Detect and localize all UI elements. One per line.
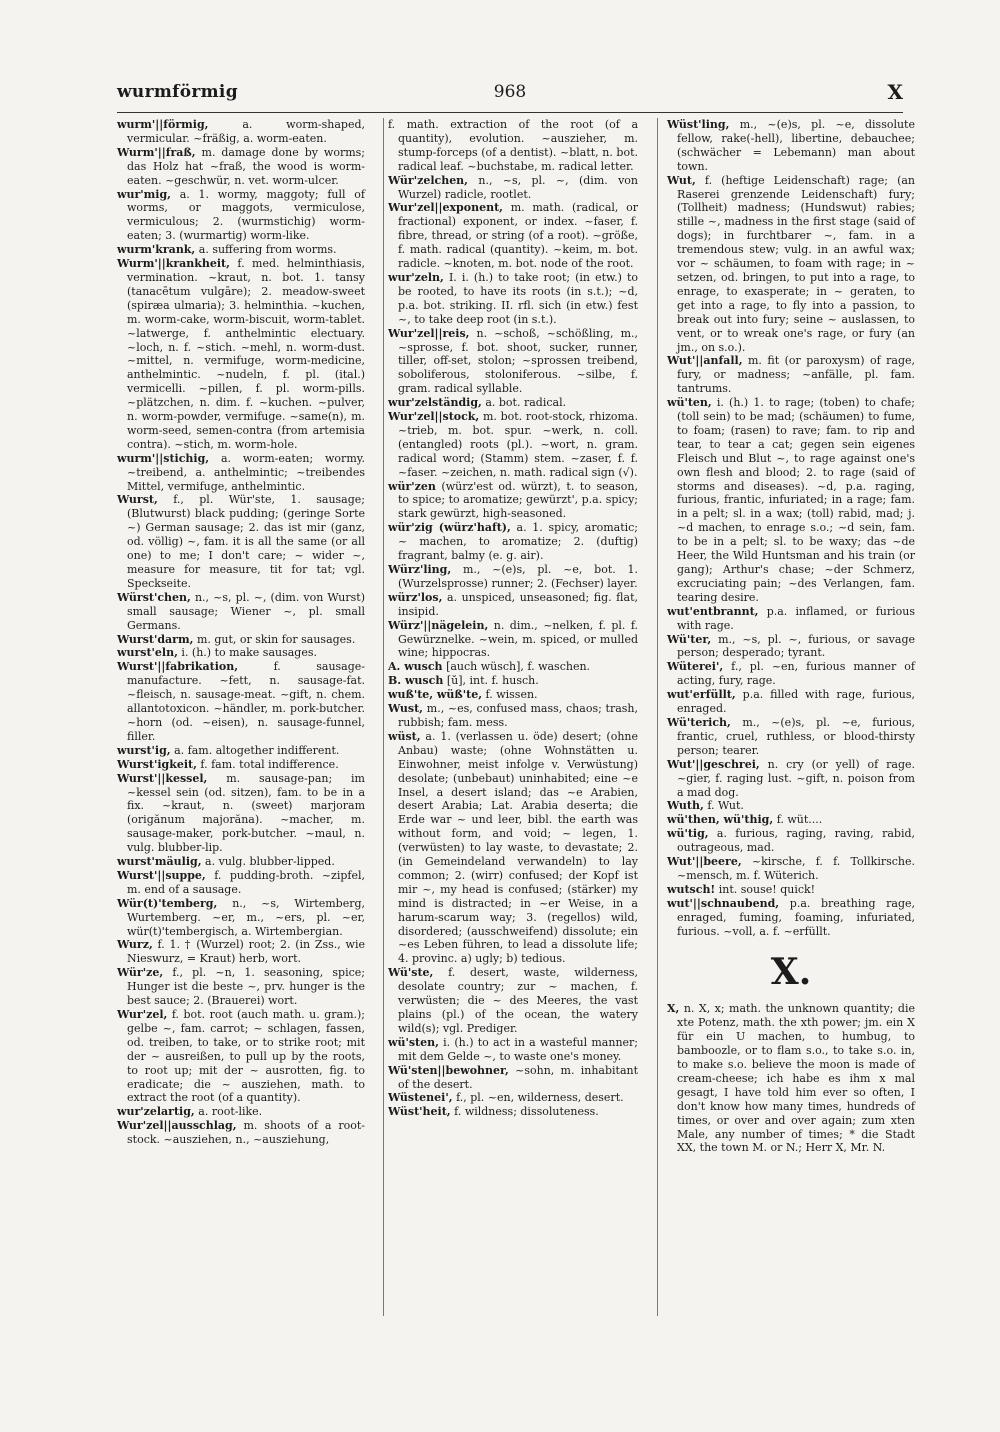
dictionary-entry <box>117 1008 365 1105</box>
dictionary-entry <box>117 646 365 660</box>
dictionary-entry <box>667 897 915 939</box>
dictionary-entry <box>117 146 365 188</box>
entry-definition: a. unspiced, unseasoned; fig. flat, insipid. <box>398 590 638 618</box>
entry-headword: wuß'te, wüß'te, <box>388 688 483 702</box>
column-divider-2 <box>657 118 658 1316</box>
entry-headword: Wurst'darm, <box>117 632 194 646</box>
dictionary-entry <box>667 799 915 813</box>
entry-headword: würz'los, <box>388 590 443 604</box>
entry-headword: wurm'||förmig, <box>117 118 209 131</box>
entry-definition: f. desert, waste, wilderness, desolate country; zur ~ machen, f. verwüsten; die ~ des Meeres, the vast plains (pl.) of the ocean, the watery wild(s); vgl. Prediger. <box>398 966 639 1035</box>
entry-headword: wüst, <box>388 729 421 743</box>
dictionary-entry <box>117 869 365 897</box>
dictionary-entry <box>117 938 365 966</box>
entry-headword: Wür(t)'temberg, <box>117 896 218 910</box>
entry-definition: n. cry (or yell) of rage. ~gier, f. raging lust. ~gift, n. poison from a mad dog. <box>677 757 915 799</box>
entry-headword: Wut'||geschrei, <box>667 757 760 771</box>
entry-headword: A. wusch <box>388 660 443 674</box>
entry-definition: i. (h.) 1. to rage; (toben) to chafe; (toll sein) to be mad; (schäumen) to fume, to foam; (rasen) to rave; fam. to rip and tear, to tear a cat; gegen sein eigenes Fleisch und Blut ~, to rage against one's own flesh and blood; 2. to rage (said of storms and diseases). ~d, p.a. raging, furious, frantic, infuriated; in a rage; fam. in a pelt; sl. in a wax; (toll) rabid, mad; j. ~d machen, to enrage s.o.; ~d sein, fam. to be in a pelt; sl. to be waxy; das ~de Heer, the Wild Huntsman and his train (or gang); Arthur's chase; ~der Schmerz, excruciating pain; ~des Verlangen, fam. tearing desire. <box>677 396 915 604</box>
dictionary-entry <box>117 744 365 758</box>
entry-headword: Wut'||beere, <box>667 855 742 869</box>
dictionary-entry <box>667 716 915 758</box>
entry-headword: Würst'chen, <box>117 590 191 604</box>
dictionary-entry <box>388 1064 638 1092</box>
dictionary-entry <box>388 271 638 327</box>
dictionary-entry <box>117 1105 365 1119</box>
entry-headword: wutsch! <box>667 882 716 896</box>
entry-headword: Wurst'||kessel, <box>117 771 208 785</box>
entry-definition: a. root-like. <box>198 1105 263 1119</box>
entry-headword: Wüst'heit, <box>388 1105 451 1119</box>
entry-definition: a. bot. radical. <box>485 396 567 410</box>
entry-headword: Wurst'igkeit, <box>117 757 197 771</box>
entry-definition: p.a. breathing rage, enraged, fuming, foaming, infuriated, furious. ~voll, a. f. ~erfüllt. <box>677 896 916 938</box>
dictionary-entry <box>117 772 365 855</box>
dictionary-entry <box>117 633 365 647</box>
section-letter-heading: X. <box>770 951 812 994</box>
entry-headword: Wurz, <box>117 938 153 952</box>
dictionary-entry <box>117 897 365 939</box>
entry-headword: wur'zelständig, <box>388 396 482 410</box>
dictionary-entry <box>667 633 915 661</box>
entry-headword: wurst'eln, <box>117 646 178 660</box>
entry-definition: i. (h.) to act in a wasteful manner; mit dem Gelde ~, to waste one's money. <box>398 1035 638 1063</box>
entry-definition: a. worm-eaten; wormy. ~treibend, a. anthelmintic; ~treibendes Mittel, vermifuge, anthelmintic. <box>127 451 365 493</box>
dictionary-entry <box>117 966 365 1008</box>
entry-definition: ~sohn, m. inhabitant of the desert. <box>398 1063 639 1091</box>
entry-definition: a. worm-shaped, vermicular. ~fräßig, a. worm-eaten. <box>127 118 366 145</box>
dictionary-entry <box>388 966 638 1036</box>
entry-definition: m. sausage-pan; im ~kessel sein (od. sitzen), fam. to be in a fix. ~kraut, n. (sweet) marjoram (origănum majorăna). ~macher, m. sausage-maker, pork-butcher. ~maul, n. vulg. blubber-lip. <box>127 771 365 855</box>
entry-definition: p.a. filled with rage, furious, enraged. <box>677 688 915 716</box>
dictionary-entry <box>667 855 915 883</box>
entry-headword: Wurm'||krankheit, <box>117 257 230 271</box>
entry-headword: Wurst'||suppe, <box>117 868 206 882</box>
entry-headword: wurst'mäulig, <box>117 855 202 869</box>
dictionary-entry <box>667 1002 915 1155</box>
dictionary-entry <box>388 118 638 174</box>
running-head-right: X <box>887 80 903 104</box>
dictionary-entry <box>388 674 638 688</box>
dictionary-entry <box>388 1105 638 1119</box>
entry-definition: n., ~s, pl. ~, (dim. von Wurzel) radicle, rootlet. <box>398 173 639 201</box>
entry-definition: m. math. (radical, or fractional) exponent, or index. ~faser, f. fibre, thread, or string (of a root). ~größe, f. math. radical (quantity). ~keim, m. bot. radicle. ~knoten, m. bot. node of the root. <box>398 201 638 271</box>
entry-headword: Wur'zel||exponent, <box>388 201 503 215</box>
dictionary-entry <box>388 201 638 271</box>
column-1 <box>117 118 365 1147</box>
entry-definition: f. bot. root (auch math. u. gram.); gelbe ~, fam. carrot; ~ schlagen, fassen, od. treiben, to take, or to strike root; mit der ~ ausreißen, to pull up by the roots, to root up; mit der ~ ausrotten, fig. to eradicate; die ~ ausziehen, math. to extract the root (of a quantity). <box>127 1008 365 1105</box>
column-3 <box>667 118 915 1155</box>
entry-headword: Wü'terich, <box>667 715 731 729</box>
entry-definition: [auch wüsch], f. waschen. <box>446 660 591 674</box>
entry-headword: Würz'||nägelein, <box>388 618 489 632</box>
dictionary-entry <box>667 883 915 897</box>
entry-headword: wur'zelartig, <box>117 1105 195 1119</box>
dictionary-entry <box>388 1036 638 1064</box>
entry-definition: f. Wut. <box>707 799 744 813</box>
column-2 <box>388 118 638 1119</box>
entry-headword: wut'||schnaubend, <box>667 896 780 910</box>
entry-headword: wür'zen <box>388 479 436 493</box>
entry-definition: int. souse! quick! <box>718 882 816 896</box>
header-rule <box>117 112 903 113</box>
entry-definition: n., ~s, pl. ~, (dim. von Wurst) small sausage; Wiener ~, pl. small Germans. <box>127 590 365 632</box>
entry-headword: Wust, <box>388 702 424 716</box>
dictionary-entry <box>388 619 638 661</box>
entry-definition: a. 1. wormy, maggoty; full of worms, or maggots, vermiculose, vermiculous; 2. (wurmstichig) worm-eaten; 3. (wurmartig) worm-like. <box>127 187 365 243</box>
entry-definition: f. pudding-broth. ~zipfel, m. end of a sausage. <box>127 868 365 896</box>
dictionary-entry <box>117 452 365 494</box>
entry-definition: [ŭ], int. f. husch. <box>446 674 539 688</box>
entry-headword: Wüst'ling, <box>667 118 730 131</box>
entry-definition: a. furious, raging, raving, rabid, outrageous, mad. <box>677 827 916 855</box>
entry-headword: Wüstenei', <box>388 1091 453 1105</box>
dictionary-entry <box>117 243 365 257</box>
entry-headword: wut'erfüllt, <box>667 688 736 702</box>
entry-definition: a. suffering from worms. <box>198 243 337 257</box>
dictionary-entry <box>388 591 638 619</box>
entry-headword: wur'zeln, <box>388 270 444 284</box>
dictionary-entry <box>388 702 638 730</box>
entry-headword: Wür'ze, <box>117 966 164 980</box>
entry-definition: f., pl. ~en, wilderness, desert. <box>456 1091 624 1105</box>
entry-definition: f. math. extraction of the root (of a quantity), evolution. ~auszieher, m. stump-forceps (of a dentist). ~blatt, n. bot. radical leaf. ~buchstabe, m. radical letter. <box>388 118 638 173</box>
dictionary-entry <box>388 688 638 702</box>
dictionary-entry <box>388 480 638 522</box>
entry-definition: m., ~s, pl. ~, furious, or savage person; desperado; tyrant. <box>677 632 915 660</box>
dictionary-entry <box>117 493 365 590</box>
entry-definition: (würz'est od. würzt), t. to season, to spice; to aromatize; gewürzt', p.a. spicy; stark gewürzt, high-seasoned. <box>398 479 639 521</box>
entry-headword: wurm'krank, <box>117 243 196 257</box>
entry-definition: m. fit (or paroxysm) of rage, fury, or madness; ~anfälle, pl. fam. tantrums. <box>677 354 915 396</box>
entry-headword: Wurm'||fraß, <box>117 145 196 159</box>
entry-headword: Wut'||anfall, <box>667 354 743 368</box>
dictionary-entry <box>117 1119 365 1147</box>
entry-definition: m. damage done by worms; das Holz hat ~fraß, the wood is worm-eaten. ~geschwür, n. vet. worm-ulcer. <box>127 145 365 187</box>
entry-definition: a. 1. spicy, aromatic; ~ machen, to aromatize; 2. (duftig) fragrant, balmy (e. g. air). <box>398 521 639 563</box>
dictionary-entry <box>388 174 638 202</box>
entry-definition: m., ~(e)s, pl. ~e, bot. 1. (Wurzelsprosse) runner; 2. (Fechser) layer. <box>398 563 638 590</box>
entry-definition: m. gut, or skin for sausages. <box>196 632 356 646</box>
entry-headword: wur'mig, <box>117 187 171 201</box>
entry-headword: Wur'zel||reis, <box>388 326 470 340</box>
entry-headword: Wü'sten||bewohner, <box>388 1063 509 1077</box>
dictionary-entry <box>667 396 915 605</box>
entry-headword: wurm'||stichig, <box>117 451 210 465</box>
entry-headword: Wü'ter, <box>667 632 712 646</box>
entry-definition: f. wildness; dissoluteness. <box>454 1105 599 1119</box>
entry-definition: n. ~schoß, ~schößling, m., ~sprosse, f. bot. shoot, sucker, runner, tiller, off-set, stolon; ~sprossen treibend, soboliferous, stoloniferous. ~silbe, f. gram. radical syllable. <box>398 326 638 396</box>
entry-definition: f. fam. total indifference. <box>200 757 339 771</box>
dictionary-entry <box>388 327 638 397</box>
column-divider-1 <box>383 118 384 1316</box>
entry-definition: m., ~es, confused mass, chaos; trash, rubbish; fam. mess. <box>398 702 638 729</box>
entry-definition: f. 1. † (Wurzel) root; 2. (in Zss., wie Nieswurz, = Kraut) herb, wort. <box>127 938 365 966</box>
dictionary-entry <box>667 354 915 396</box>
entry-definition: I. i. (h.) to take root; (in etw.) to be rooted, to have its roots (in s.t.); ~d, p.a. bot. striking. II. rfl. sich (in etw.) fest ~, to take deep root (in s.t.). <box>398 270 638 326</box>
dictionary-entry <box>388 521 638 563</box>
entry-definition: n. X, x; math. the unknown quantity; die xte Potenz, math. the xth power; jm. ein X für ein U machen, to humbug, to bamboozle, or to flam s.o., to take s.o. in, to make s.o. believe the moon is made of cream-cheese; ich habe es ihm x mal gesagt, I have told him ever so often, I don't know how many times, hundreds of times, or over and over again; zum xten Male, any number of times; * die Stadt XX, the town M. or N.; Herr X, Mr. N. <box>677 1002 916 1155</box>
entry-definition: f. (heftige Leidenschaft) rage; (an Raserei grenzende Leidenschaft) fury; (Tollheit) madness; (Hundswut) rabies; stille ~, madness in the first stage (said of dogs); in furchtbarer ~, fam. in a tremendous stew; vulg. in an awful wax; vor ~ schäumen, to foam with rage; in ~ setzen, od. bringen, to put into a rage, to enrage, to exasperate; in ~ geraten, to get into a rage, to fly into a passion, to break out into fury; seine ~ auslassen, to vent, or to wreak one's rage, or fury (an jm., on s.o.). <box>677 173 915 354</box>
entry-definition: m., ~(e)s, pl. ~e, furious, frantic, cruel, ruthless, or blood-thirsty person; tearer. <box>677 715 916 757</box>
entry-definition: n. dim., ~nelken, f. pl. f. Gewürznelke. ~wein, m. spiced, or mulled wine; hippocras. <box>398 618 638 660</box>
dictionary-entry <box>388 730 638 966</box>
entry-definition: m. bot. root-stock, rhizoma. ~trieb, m. bot. spur. ~werk, n. coll. (entangled) roots (pl.). ~wort, n. gram. radical word; (Stamm) stem. ~zaser, f. f. ~faser. ~zeichen, n. math. radical sign (√). <box>398 410 638 479</box>
entry-headword: Wur'zel||ausschlag, <box>117 1119 237 1133</box>
entry-headword: wurst'ig, <box>117 743 171 757</box>
entry-headword: wü'tig, <box>667 827 709 841</box>
dictionary-entry <box>667 827 915 855</box>
entry-definition: f., pl. ~n, 1. seasoning, spice; Hunger ist die beste ~, prv. hunger is the best sauce; 2. (Brauerei) wort. <box>127 966 365 1008</box>
entry-headword: wü'sten, <box>388 1035 439 1049</box>
dictionary-entry <box>667 118 915 174</box>
dictionary-entry <box>667 813 915 827</box>
dictionary-entry <box>667 605 915 633</box>
entry-definition: a. vulg. blubber-lipped. <box>205 855 335 869</box>
dictionary-entry <box>117 758 365 772</box>
dictionary-entry <box>667 688 915 716</box>
dictionary-entry <box>117 188 365 244</box>
entry-headword: Wüterei', <box>667 660 724 674</box>
entry-headword: Wur'zel||stock, <box>388 410 480 424</box>
entry-definition: n., ~s, Wirtemberg, Wurtemberg. ~er, m., ~ers, pl. ~er, wür(t)'tembergisch, a. Wirtembergian. <box>127 896 365 938</box>
entry-definition: i. (h.) to make sausages. <box>181 646 317 660</box>
dictionary-entry <box>388 1091 638 1105</box>
entry-definition: f., pl. Wür'ste, 1. sausage; (Blutwurst) black pudding; (geringe Sorte ~) German sausage; 2. das ist mir (ganz, od. völlig) ~, fam. it is all the same (or all one) to me; I don't care; ~ wider ~, measure for measure, tit for tat; vgl. Speckseite. <box>127 493 365 590</box>
running-head-left: wurmförmig <box>117 82 238 102</box>
entry-headword: Wür'zelchen, <box>388 173 469 187</box>
entry-definition: f., pl. ~en, furious manner of acting, fury, rage. <box>677 660 915 688</box>
entry-headword: Wur'zel, <box>117 1008 168 1021</box>
dictionary-entry <box>388 396 638 410</box>
dictionary-entry <box>117 118 365 146</box>
entry-definition: ~kirsche, f. f. Tollkirsche. ~mensch, m. f. Wüterich. <box>677 855 915 882</box>
entry-definition: f. wissen. <box>485 688 538 702</box>
entry-definition: a. fam. altogether indifferent. <box>174 743 340 757</box>
entry-headword: wür'zig (würz'haft), <box>388 521 511 535</box>
dictionary-entry <box>117 660 365 743</box>
entry-headword: X, <box>667 1002 680 1016</box>
entry-definition: f. med. helminthiasis, vermination. ~kraut, n. bot. 1. tansy (tanacētum vulgāre); 2. meadow-sweet (spiræa ulmaria); 3. helminthia. ~kuchen, m. worm-cake, worm-biscuit, worm-tablet. ~latwerge, f. anthelmintic electuary. ~loch, n. f. ~stich. ~mehl, n. worm-dust. ~mittel, n. vermifuge, worm-medicine, anthelmintic. ~nudeln, f. pl. (ital.) vermicelli. ~pillen, f. pl. worm-pills. ~plätzchen, n. dim. f. ~kuchen. ~pulver, n. worm-powder, vermifuge. ~same(n), m. worm-seed, semen-contra (from artemisia contra). ~stich, m. worm-hole. <box>127 257 365 451</box>
entry-headword: wü'then, wü'thig, <box>667 813 774 827</box>
entry-headword: Wü'ste, <box>388 966 434 980</box>
dictionary-entry <box>388 660 638 674</box>
dictionary-entry <box>388 563 638 591</box>
entry-definition: f. sausage-manufacture. ~fett, n. sausage-fat. ~fleisch, n. sausage-meat. ~gift, n. chem. allantotoxicon. ~händler, m. pork-butcher. ~horn (od. ~eisen), n. sausage-funnel, filler. <box>127 660 366 743</box>
entry-definition: p.a. inflamed, or furious with rage. <box>677 604 915 632</box>
entry-definition: a. 1. (verlassen u. öde) desert; (ohne Anbau) waste; (ohne Wohnstätten u. Einwohner, meist infolge v. Verwüstung) desolate; (unbebaut) uninhabited; eine ~e Insel, a desert island; das ~e Arabien, desert Arabia; Lat. Arabia deserta; die Erde war ~ und leer, bibl. the earth was without form, and void; ~ legen, 1. (verwüsten) to lay waste, to devastate; 2. (in Gemeindeland verwandeln) to lay common; 2. (wirr) confused; der Kopf ist mir ~, my head is confused; (stärker) my mind is distracted; in ~er Weise, in a harum-scarum way; 3. (regellos) wild, disordered; (ausschweifend) dissolute; ein ~es Leben führen, to lead a dissolute life; 4. provinc. a) ugly; b) tedious. <box>398 729 638 966</box>
dictionary-entry <box>667 174 915 355</box>
dictionary-entry <box>667 758 915 800</box>
dictionary-entry <box>117 855 365 869</box>
dictionary-entry <box>117 257 365 452</box>
entry-headword: wü'ten, <box>667 396 712 410</box>
dictionary-entry <box>117 591 365 633</box>
dictionary-entry <box>388 410 638 480</box>
entry-headword: Wurst, <box>117 493 158 507</box>
dictionary-entry <box>667 660 915 688</box>
page-header <box>117 78 903 108</box>
entry-headword: Würz'ling, <box>388 563 452 576</box>
entry-definition: m. shoots of a root-stock. ~ausziehen, n., ~ausziehung, <box>127 1119 365 1147</box>
entry-headword: Wurst'||fabrikation, <box>117 660 239 674</box>
entry-headword: B. wusch <box>388 674 444 688</box>
page-number: 968 <box>493 82 527 102</box>
entry-headword: wut'entbrannt, <box>667 604 759 618</box>
entry-definition: m., ~(e)s, pl. ~e, dissolute fellow, rake(-hell), libertine, debauchee; (schwächer = Lebemann) man about town. <box>677 118 915 173</box>
entry-definition: f. wüt.... <box>776 813 823 827</box>
entry-headword: Wut, <box>667 173 696 187</box>
entry-headword: Wuth, <box>667 799 704 813</box>
